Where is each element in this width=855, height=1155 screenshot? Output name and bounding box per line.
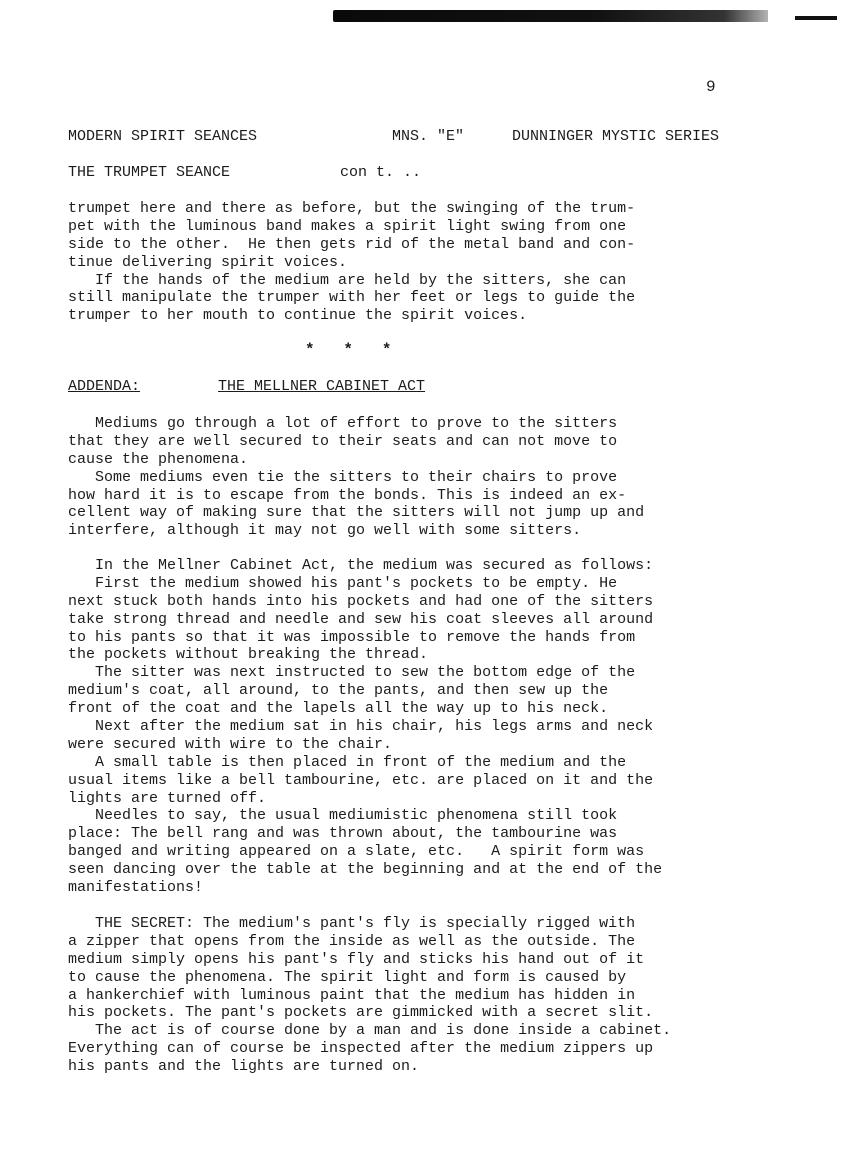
text-line: Everything can of course be inspected after the medium zippers up (68, 1040, 654, 1058)
section-separator: * * * (305, 341, 392, 359)
continued-label: con t. .. (340, 164, 422, 181)
text-line: In the Mellner Cabinet Act, the medium was secured as follows: (68, 557, 654, 574)
text-line: THE SECRET: The medium's pant's fly is specially rigged with (68, 915, 636, 932)
text-line: Needles to say, the usual mediumistic phenomena still took (68, 807, 618, 825)
text-line: manifestations! (68, 879, 204, 897)
secret-paragraph (68, 915, 808, 1076)
text-line: Next after the medium sat in his chair, his legs arms and neck (68, 718, 654, 736)
trumpet-paragraph (68, 200, 808, 325)
section-title: THE TRUMPET SEANCE (68, 164, 231, 181)
text-line: cause the phenomena. (68, 450, 249, 468)
text-line: A small table is then placed in front of the medium and the (68, 753, 627, 771)
mellner-act-paragraph (68, 557, 808, 897)
text-line: to his pants so that it was impossible to remove the hands from (68, 628, 636, 646)
text-line: his pockets. The pant's pockets are gimmicked with a secret slit. (68, 1004, 654, 1022)
text-line: The sitter was next instructed to sew the bottom edge of the (68, 664, 636, 682)
text-line: lights are turned off. (68, 789, 267, 807)
text-line: seen dancing over the table at the beginning and at the end of the (68, 861, 663, 879)
text-line: were secured with wire to the chair. (68, 735, 393, 753)
text-line: how hard it is to escape from the bonds. This is indeed an ex- (68, 486, 627, 504)
text-line: medium's coat, all around, to the pants, and then sew up the (68, 682, 609, 700)
text-line: The act is of course done by a man and is done inside a cabinet. (68, 1022, 672, 1040)
text-line: front of the coat and the lapels all the way up to his neck. (68, 700, 609, 718)
addenda-heading (68, 378, 426, 395)
text-line: interfere, although it may not go well with some sitters. (68, 522, 582, 540)
text-line: Some mediums even tie the sitters to their chairs to prove (68, 468, 618, 486)
text-line: First the medium showed his pant's pockets to be empty. He (68, 574, 618, 592)
text-line: still manipulate the trumper with her feet or legs to guide the (68, 289, 636, 307)
text-line: Mediums go through a lot of effort to prove to the sitters (68, 415, 618, 432)
text-line: trumper to her mouth to continue the spirit voices. (68, 307, 528, 325)
text-line: tinue delivering spirit voices. (68, 253, 348, 271)
series-left: MODERN SPIRIT SEANCES (68, 128, 258, 145)
text-line: a hankerchief with luminous paint that the medium has hidden in (68, 986, 636, 1004)
text-line: to cause the phenomena. The spirit light and form is caused by (68, 968, 627, 986)
text-line: next stuck both hands into his pockets and had one of the sitters (68, 592, 654, 610)
addenda-title: THE MELLNER CABINET ACT (218, 378, 426, 395)
text-line: his pants and the lights are turned on. (68, 1058, 420, 1076)
scan-edge-mark-tail (795, 16, 837, 20)
text-line: that they are well secured to their seats and can not move to (68, 432, 618, 450)
text-line: banged and writing appeared on a slate, etc. A spirit form was (68, 843, 645, 861)
text-line: pet with the luminous band makes a spirit light swing from one (68, 217, 627, 235)
series-right: DUNNINGER MYSTIC SERIES (512, 128, 720, 145)
series-middle: MNS. "E" (392, 128, 465, 145)
text-line: the pockets without breaking the thread. (68, 646, 429, 664)
section-header (68, 164, 422, 181)
text-line: a zipper that opens from the inside as well as the outside. The (68, 932, 636, 950)
text-line: take strong thread and needle and sew his coat sleeves all around (68, 610, 654, 628)
mediums-paragraph (68, 415, 808, 540)
text-line: place: The bell rang and was thrown about, the tambourine was (68, 825, 618, 843)
text-line: If the hands of the medium are held by the sitters, she can (68, 271, 627, 289)
addenda-label: ADDENDA: (68, 378, 141, 395)
text-line: side to the other. He then gets rid of the metal band and con- (68, 235, 636, 253)
text-line: trumpet here and there as before, but the swinging of the trum- (68, 200, 636, 217)
text-line: medium simply opens his pant's fly and sticks his hand out of it (68, 950, 645, 968)
running-header (68, 128, 720, 145)
text-line: usual items like a bell tambourine, etc. are placed on it and the (68, 771, 654, 789)
text-line: cellent way of making sure that the sitters will not jump up and (68, 504, 645, 522)
scan-edge-mark (333, 10, 768, 22)
page-number: 9 (706, 78, 716, 96)
